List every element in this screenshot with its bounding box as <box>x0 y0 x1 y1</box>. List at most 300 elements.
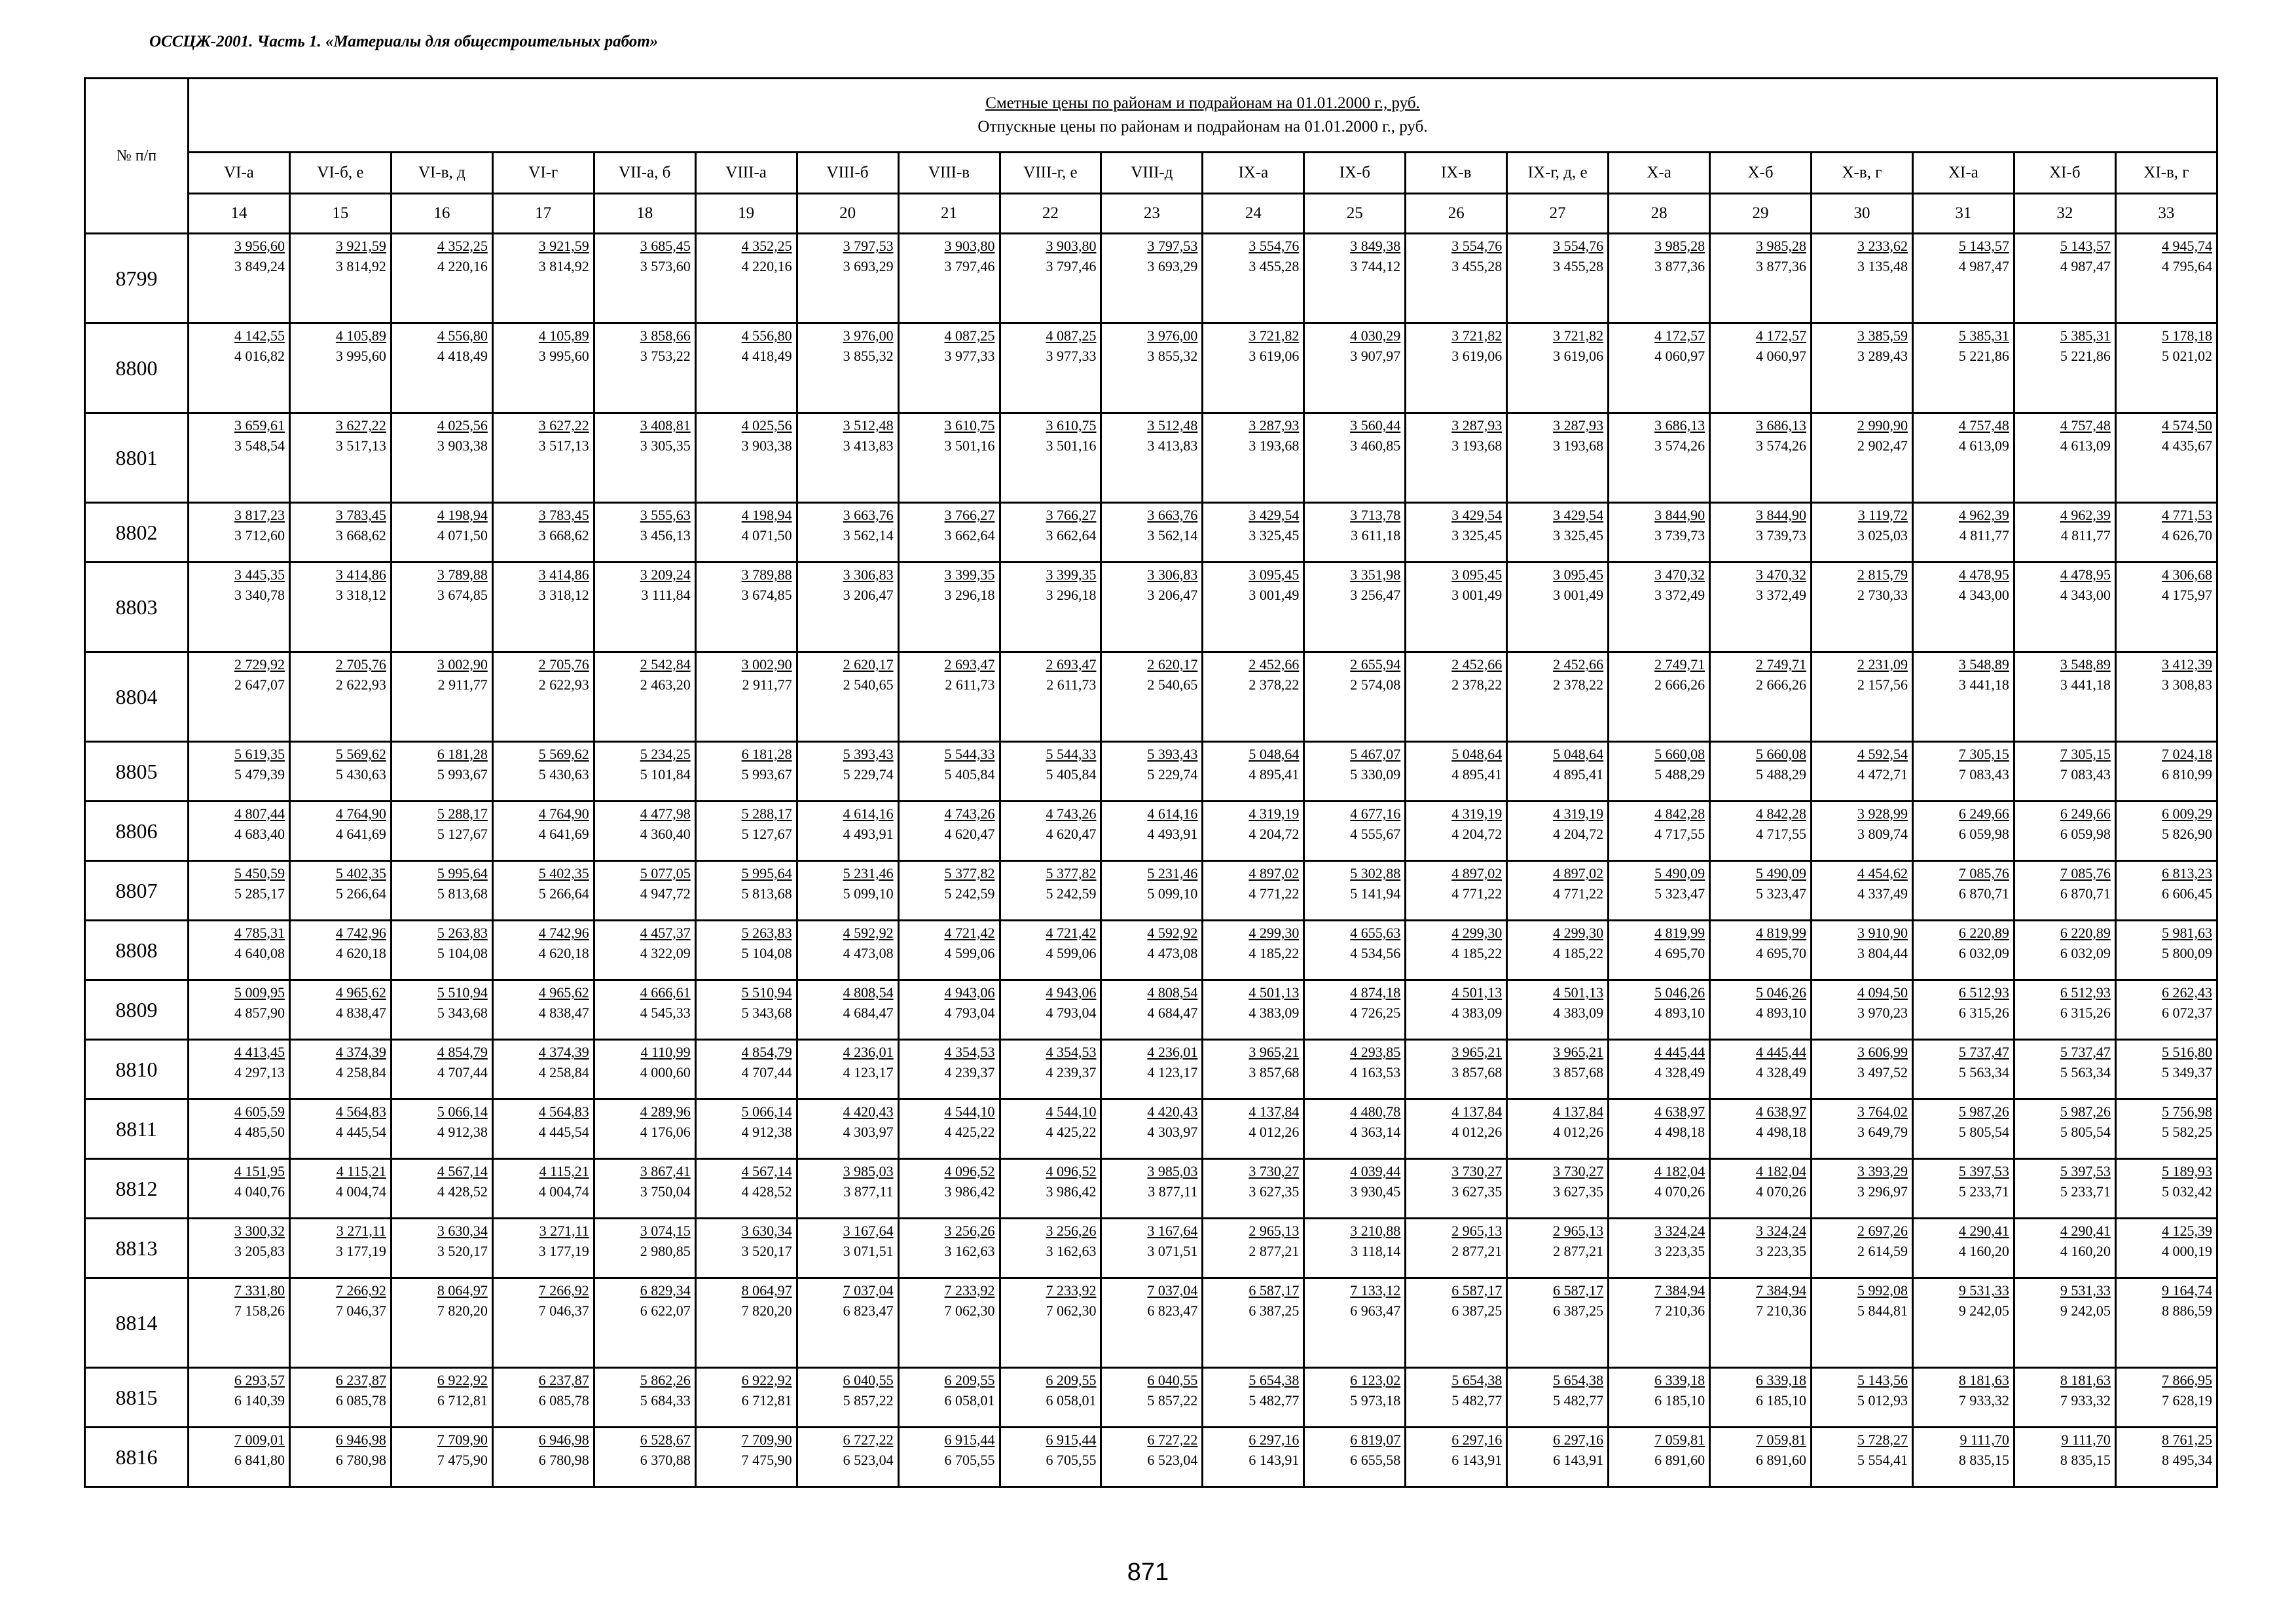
price-cell <box>1812 652 1913 742</box>
row-number: 8813 <box>85 1219 189 1278</box>
price-cell <box>189 1428 290 1487</box>
release-price: 5 857,22 <box>1147 1392 1198 1409</box>
estimated-price: 3 849,38 <box>1350 238 1401 254</box>
price-cell <box>391 1368 492 1428</box>
estimated-price: 6 249,66 <box>2060 805 2111 822</box>
price-cell <box>492 1219 594 1278</box>
price-cell <box>1304 861 1406 921</box>
estimated-price: 7 384,94 <box>1756 1282 1806 1299</box>
release-price: 4 641,69 <box>335 826 386 842</box>
release-price: 6 185,10 <box>1654 1392 1705 1409</box>
price-cell <box>1203 861 1304 921</box>
release-price: 3 455,28 <box>1248 258 1300 274</box>
price-cell <box>1406 1278 1507 1368</box>
estimated-price: 5 263,83 <box>437 925 488 941</box>
release-price: 4 004,74 <box>538 1183 589 1200</box>
estimated-price: 3 548,89 <box>2060 656 2111 673</box>
estimated-price: 6 922,92 <box>437 1372 488 1388</box>
release-price: 6 143,91 <box>1451 1452 1503 1468</box>
release-price: 3 995,60 <box>335 348 386 364</box>
column-number: 17 <box>492 194 594 234</box>
estimated-price: 3 789,88 <box>741 566 792 583</box>
price-cell <box>2115 861 2217 921</box>
release-price: 3 693,29 <box>843 258 894 274</box>
release-price: 3 193,68 <box>1451 437 1503 454</box>
release-price: 3 372,49 <box>1654 587 1705 603</box>
price-cell <box>1812 1219 1913 1278</box>
row-number: 8815 <box>85 1368 189 1428</box>
estimated-price: 4 544,10 <box>944 1103 995 1120</box>
estimated-price: 6 587,17 <box>1553 1282 1604 1299</box>
release-price: 4 070,26 <box>1654 1183 1705 1200</box>
column-header: X-в, г <box>1812 153 1913 194</box>
column-header: VII-а, б <box>594 153 695 194</box>
price-cell <box>289 1219 391 1278</box>
estimated-price: 5 302,88 <box>1350 865 1401 881</box>
price-cell <box>1912 921 2014 980</box>
release-price: 3 619,06 <box>1451 348 1503 364</box>
row-number: 8812 <box>85 1159 189 1219</box>
price-cell <box>1710 1278 1812 1368</box>
estimated-price: 3 074,15 <box>640 1223 691 1239</box>
estimated-price: 4 564,83 <box>538 1103 589 1120</box>
column-header: X-а <box>1609 153 1710 194</box>
release-price: 7 210,36 <box>1654 1302 1705 1319</box>
price-cell <box>1406 802 1507 861</box>
estimated-price: 5 046,26 <box>1756 984 1806 1001</box>
price-cell <box>797 802 898 861</box>
estimated-price: 2 965,13 <box>1248 1223 1300 1239</box>
price-cell <box>1609 861 1710 921</box>
column-number: 18 <box>594 194 695 234</box>
estimated-price: 4 125,39 <box>2162 1223 2212 1239</box>
estimated-price: 3 408,81 <box>640 417 691 434</box>
release-price: 6 058,01 <box>1046 1392 1097 1409</box>
num-header: № п/п <box>85 79 189 234</box>
price-cell <box>1609 1219 1710 1278</box>
price-cell <box>594 1040 695 1099</box>
estimated-price: 7 085,76 <box>2060 865 2111 881</box>
price-cell <box>289 413 391 503</box>
estimated-price: 4 655,63 <box>1350 925 1401 941</box>
estimated-price: 5 544,33 <box>1046 746 1097 762</box>
release-price: 4 016,82 <box>234 348 285 364</box>
price-cell <box>797 652 898 742</box>
release-price: 4 337,49 <box>1857 885 1908 902</box>
price-cell <box>1101 802 1203 861</box>
estimated-price: 4 567,14 <box>741 1163 792 1179</box>
estimated-price: 5 234,25 <box>640 746 691 762</box>
release-price: 4 383,09 <box>1248 1005 1300 1021</box>
release-price: 3 744,12 <box>1350 258 1401 274</box>
price-cell <box>289 1428 391 1487</box>
release-price: 6 705,55 <box>944 1452 995 1468</box>
price-cell <box>1304 503 1406 563</box>
price-cell <box>1507 234 1609 323</box>
price-cell <box>1912 234 2014 323</box>
page-number: 871 <box>1127 1559 1169 1586</box>
estimated-price: 3 903,80 <box>1046 238 1097 254</box>
release-price: 4 895,41 <box>1553 766 1604 783</box>
release-price: 4 060,97 <box>1654 348 1705 364</box>
price-cell <box>1609 1159 1710 1219</box>
estimated-price: 4 299,30 <box>1248 925 1300 941</box>
release-price: 3 977,33 <box>1046 348 1097 364</box>
estimated-price: 3 095,45 <box>1553 566 1604 583</box>
price-cell <box>189 1099 290 1159</box>
estimated-price: 3 167,64 <box>1147 1223 1198 1239</box>
price-table <box>84 77 2218 1488</box>
estimated-price: 5 231,46 <box>1147 865 1198 881</box>
price-cell <box>189 1368 290 1428</box>
row-number: 8804 <box>85 652 189 742</box>
price-cell <box>391 1428 492 1487</box>
release-price: 3 325,45 <box>1248 527 1300 544</box>
price-cell <box>1609 980 1710 1040</box>
release-price: 5 229,74 <box>843 766 894 783</box>
price-cell <box>1812 980 1913 1040</box>
release-price: 8 886,59 <box>2162 1302 2212 1319</box>
price-cell <box>898 921 1000 980</box>
release-price: 4 258,84 <box>538 1064 589 1080</box>
price-cell <box>2115 503 2217 563</box>
estimated-price: 4 842,28 <box>1654 805 1705 822</box>
release-price: 8 835,15 <box>2060 1452 2111 1468</box>
estimated-price: 2 693,47 <box>944 656 995 673</box>
release-price: 3 441,18 <box>1958 676 2009 693</box>
estimated-price: 3 256,26 <box>1046 1223 1097 1239</box>
release-price: 3 071,51 <box>1147 1243 1198 1259</box>
release-price: 6 185,10 <box>1756 1392 1806 1409</box>
release-price: 9 242,05 <box>2060 1302 2111 1319</box>
column-header: XI-б <box>2014 153 2115 194</box>
price-cell <box>289 980 391 1040</box>
release-price: 4 383,09 <box>1553 1005 1604 1021</box>
title-release: Отпускные цены по районам и подрайонам на 01.01.2000 г., руб. <box>977 118 1428 136</box>
price-cell <box>492 413 594 503</box>
price-cell <box>1812 1159 1913 1219</box>
estimated-price: 6 915,44 <box>1046 1431 1097 1448</box>
release-price: 5 405,84 <box>1046 766 1097 783</box>
estimated-price: 9 164,74 <box>2162 1282 2212 1299</box>
estimated-price: 4 293,85 <box>1350 1044 1401 1060</box>
release-price: 4 425,22 <box>1046 1124 1097 1140</box>
price-cell <box>391 503 492 563</box>
estimated-price: 4 374,39 <box>335 1044 386 1060</box>
price-cell <box>289 1368 391 1428</box>
price-cell <box>1406 921 1507 980</box>
estimated-price: 4 420,43 <box>1147 1103 1198 1120</box>
release-price: 5 563,34 <box>1958 1064 2009 1080</box>
release-price: 7 083,43 <box>1958 766 2009 783</box>
column-header: VIII-в <box>898 153 1000 194</box>
price-cell <box>2115 1368 2217 1428</box>
release-price: 3 517,13 <box>538 437 589 454</box>
release-price: 2 622,93 <box>538 676 589 693</box>
release-price: 7 062,30 <box>1046 1302 1097 1319</box>
release-price: 6 705,55 <box>1046 1452 1097 1468</box>
estimated-price: 4 677,16 <box>1350 805 1401 822</box>
price-cell <box>695 1278 797 1368</box>
release-price: 3 797,46 <box>1046 258 1097 274</box>
release-price: 5 844,81 <box>1857 1302 1908 1319</box>
price-cell <box>695 1099 797 1159</box>
price-cell <box>898 802 1000 861</box>
release-price: 3 739,73 <box>1654 527 1705 544</box>
price-cell <box>797 980 898 1040</box>
release-price: 5 330,09 <box>1350 766 1401 783</box>
release-price: 3 903,38 <box>741 437 792 454</box>
price-cell <box>2014 323 2115 413</box>
release-price: 4 473,08 <box>1147 945 1198 961</box>
price-cell <box>898 1428 1000 1487</box>
price-cell <box>1609 503 1710 563</box>
release-price: 4 383,09 <box>1451 1005 1503 1021</box>
price-cell <box>695 234 797 323</box>
estimated-price: 4 771,53 <box>2162 507 2212 523</box>
estimated-price: 3 976,00 <box>1147 327 1198 344</box>
price-cell <box>391 234 492 323</box>
price-cell <box>289 563 391 652</box>
column-header: IX-г, д, е <box>1507 153 1609 194</box>
price-cell <box>898 1368 1000 1428</box>
price-cell <box>594 861 695 921</box>
estimated-price: 4 480,78 <box>1350 1103 1401 1120</box>
estimated-price: 7 305,15 <box>2060 746 2111 762</box>
price-cell <box>695 861 797 921</box>
column-number: 19 <box>695 194 797 234</box>
release-price: 3 619,06 <box>1248 348 1300 364</box>
estimated-price: 2 815,79 <box>1857 566 1908 583</box>
release-price: 4 445,54 <box>538 1124 589 1140</box>
price-cell <box>1507 742 1609 802</box>
release-price: 5 582,25 <box>2162 1124 2212 1140</box>
price-cell <box>898 503 1000 563</box>
price-cell <box>2014 1040 2115 1099</box>
price-cell <box>1812 234 1913 323</box>
estimated-price: 2 697,26 <box>1857 1223 1908 1239</box>
release-price: 3 001,49 <box>1553 587 1604 603</box>
release-price: 4 071,50 <box>741 527 792 544</box>
price-cell <box>189 802 290 861</box>
estimated-price: 5 862,26 <box>640 1372 691 1388</box>
column-number: 21 <box>898 194 1000 234</box>
price-cell <box>2115 1219 2217 1278</box>
estimated-price: 4 182,04 <box>1654 1163 1705 1179</box>
release-price: 4 620,47 <box>944 826 995 842</box>
release-price: 6 143,91 <box>1553 1452 1604 1468</box>
estimated-price: 3 627,22 <box>538 417 589 434</box>
release-price: 4 204,72 <box>1553 826 1604 842</box>
price-cell <box>1304 1428 1406 1487</box>
price-cell <box>1609 1428 1710 1487</box>
release-price: 3 977,33 <box>944 348 995 364</box>
price-cell <box>1101 980 1203 1040</box>
price-cell <box>1000 503 1101 563</box>
estimated-price: 3 429,54 <box>1553 507 1604 523</box>
estimated-price: 6 181,28 <box>741 746 792 762</box>
estimated-price: 4 289,96 <box>640 1103 691 1120</box>
release-price: 5 101,84 <box>640 766 691 783</box>
release-price: 6 870,71 <box>2060 885 2111 902</box>
estimated-price: 6 512,93 <box>2060 984 2111 1001</box>
table-row <box>85 234 2217 323</box>
price-cell <box>1507 861 1609 921</box>
estimated-price: 3 445,35 <box>234 566 285 583</box>
price-cell <box>1406 413 1507 503</box>
estimated-price: 3 910,90 <box>1857 925 1908 941</box>
release-price: 5 233,71 <box>2060 1183 2111 1200</box>
release-price: 4 176,06 <box>640 1124 691 1140</box>
price-cell <box>1000 1368 1101 1428</box>
price-cell <box>797 323 898 413</box>
estimated-price: 6 220,89 <box>1958 925 2009 941</box>
table-row <box>85 503 2217 563</box>
estimated-price: 5 385,31 <box>2060 327 2111 344</box>
price-cell <box>1101 1278 1203 1368</box>
price-cell <box>1203 742 1304 802</box>
release-price: 4 220,16 <box>741 258 792 274</box>
estimated-price: 3 797,53 <box>843 238 894 254</box>
estimated-price: 3 210,88 <box>1350 1223 1401 1239</box>
price-cell <box>594 1278 695 1368</box>
row-number: 8816 <box>85 1428 189 1487</box>
price-cell <box>1710 1428 1812 1487</box>
estimated-price: 4 819,99 <box>1756 925 1806 941</box>
estimated-price: 3 393,29 <box>1857 1163 1908 1179</box>
price-cell <box>797 921 898 980</box>
price-cell <box>1101 652 1203 742</box>
estimated-price: 7 085,76 <box>1958 865 2009 881</box>
table-row <box>85 1040 2217 1099</box>
estimated-price: 4 319,19 <box>1451 805 1503 822</box>
price-cell <box>1000 742 1101 802</box>
estimated-price: 4 319,19 <box>1553 805 1604 822</box>
estimated-price: 3 686,13 <box>1654 417 1705 434</box>
price-cell <box>1507 1278 1609 1368</box>
estimated-price: 3 287,93 <box>1248 417 1300 434</box>
price-cell <box>189 323 290 413</box>
estimated-price: 4 137,84 <box>1248 1103 1300 1120</box>
estimated-price: 4 478,95 <box>2060 566 2111 583</box>
estimated-price: 4 501,13 <box>1451 984 1503 1001</box>
release-price: 3 223,35 <box>1654 1243 1705 1259</box>
estimated-price: 5 066,14 <box>437 1103 488 1120</box>
price-cell <box>797 563 898 652</box>
price-cell <box>1912 1278 2014 1368</box>
estimated-price: 3 903,80 <box>944 238 995 254</box>
estimated-price: 3 686,13 <box>1756 417 1806 434</box>
price-cell <box>189 234 290 323</box>
release-price: 3 662,64 <box>944 527 995 544</box>
price-cell <box>1000 1099 1101 1159</box>
estimated-price: 6 528,67 <box>640 1431 691 1448</box>
estimated-price: 4 874,18 <box>1350 984 1401 1001</box>
release-price: 3 455,28 <box>1553 258 1604 274</box>
price-cell <box>1710 802 1812 861</box>
estimated-price: 6 262,43 <box>2162 984 2212 1001</box>
estimated-price: 9 531,33 <box>1958 1282 2009 1299</box>
price-cell <box>2014 921 2115 980</box>
estimated-price: 5 048,64 <box>1451 746 1503 762</box>
estimated-price: 3 385,59 <box>1857 327 1908 344</box>
estimated-price: 4 943,06 <box>944 984 995 1001</box>
row-number: 8810 <box>85 1040 189 1099</box>
estimated-price: 3 976,00 <box>843 327 894 344</box>
price-cell <box>1000 980 1101 1040</box>
price-cell <box>2115 1278 2217 1368</box>
release-price: 6 085,78 <box>335 1392 386 1409</box>
price-cell <box>594 563 695 652</box>
release-price: 4 893,10 <box>1654 1005 1705 1021</box>
release-price: 3 855,32 <box>1147 348 1198 364</box>
estimated-price: 5 385,31 <box>1958 327 2009 344</box>
price-cell <box>695 323 797 413</box>
release-price: 5 554,41 <box>1857 1452 1908 1468</box>
estimated-price: 5 046,26 <box>1654 984 1705 1001</box>
release-price: 4 012,26 <box>1248 1124 1300 1140</box>
estimated-price: 6 040,55 <box>1147 1372 1198 1388</box>
price-cell <box>391 861 492 921</box>
estimated-price: 3 606,99 <box>1857 1044 1908 1060</box>
estimated-price: 4 666,61 <box>640 984 691 1001</box>
estimated-price: 5 737,47 <box>2060 1044 2111 1060</box>
release-price: 6 891,60 <box>1654 1452 1705 1468</box>
release-price: 3 193,68 <box>1553 437 1604 454</box>
price-cell <box>1101 1368 1203 1428</box>
price-cell <box>2014 802 2115 861</box>
release-price: 4 987,47 <box>2060 258 2111 274</box>
release-price: 4 185,22 <box>1553 945 1604 961</box>
release-price: 5 127,67 <box>741 826 792 842</box>
release-price: 3 814,92 <box>335 258 386 274</box>
release-price: 6 058,01 <box>944 1392 995 1409</box>
release-price: 4 640,08 <box>234 945 285 961</box>
estimated-price: 5 756,98 <box>2162 1103 2212 1120</box>
estimated-price: 4 943,06 <box>1046 984 1097 1001</box>
price-cell <box>1406 563 1507 652</box>
price-cell <box>492 563 594 652</box>
price-cell <box>1000 861 1101 921</box>
price-cell <box>1406 1159 1507 1219</box>
price-cell <box>289 1040 391 1099</box>
estimated-price: 5 995,64 <box>437 865 488 881</box>
estimated-price: 7 233,92 <box>944 1282 995 1299</box>
release-price: 7 210,36 <box>1756 1302 1806 1319</box>
release-price: 5 221,86 <box>2060 348 2111 364</box>
price-cell <box>1406 1428 1507 1487</box>
release-price: 6 387,25 <box>1248 1302 1300 1319</box>
estimated-price: 5 231,46 <box>843 865 894 881</box>
release-price: 4 912,38 <box>437 1124 488 1140</box>
price-cell <box>1101 503 1203 563</box>
price-cell <box>594 1099 695 1159</box>
price-cell <box>797 1159 898 1219</box>
release-price: 3 877,36 <box>1654 258 1705 274</box>
price-cell <box>594 1159 695 1219</box>
price-cell <box>1101 1219 1203 1278</box>
price-cell <box>2014 980 2115 1040</box>
price-cell <box>1609 742 1710 802</box>
price-cell <box>594 234 695 323</box>
estimated-price: 2 655,94 <box>1350 656 1401 673</box>
release-price: 2 378,22 <box>1451 676 1503 693</box>
price-cell <box>1304 1040 1406 1099</box>
release-price: 3 318,12 <box>538 587 589 603</box>
release-price: 4 303,97 <box>843 1124 894 1140</box>
release-price: 4 795,64 <box>2162 258 2212 274</box>
price-cell <box>2115 742 2217 802</box>
